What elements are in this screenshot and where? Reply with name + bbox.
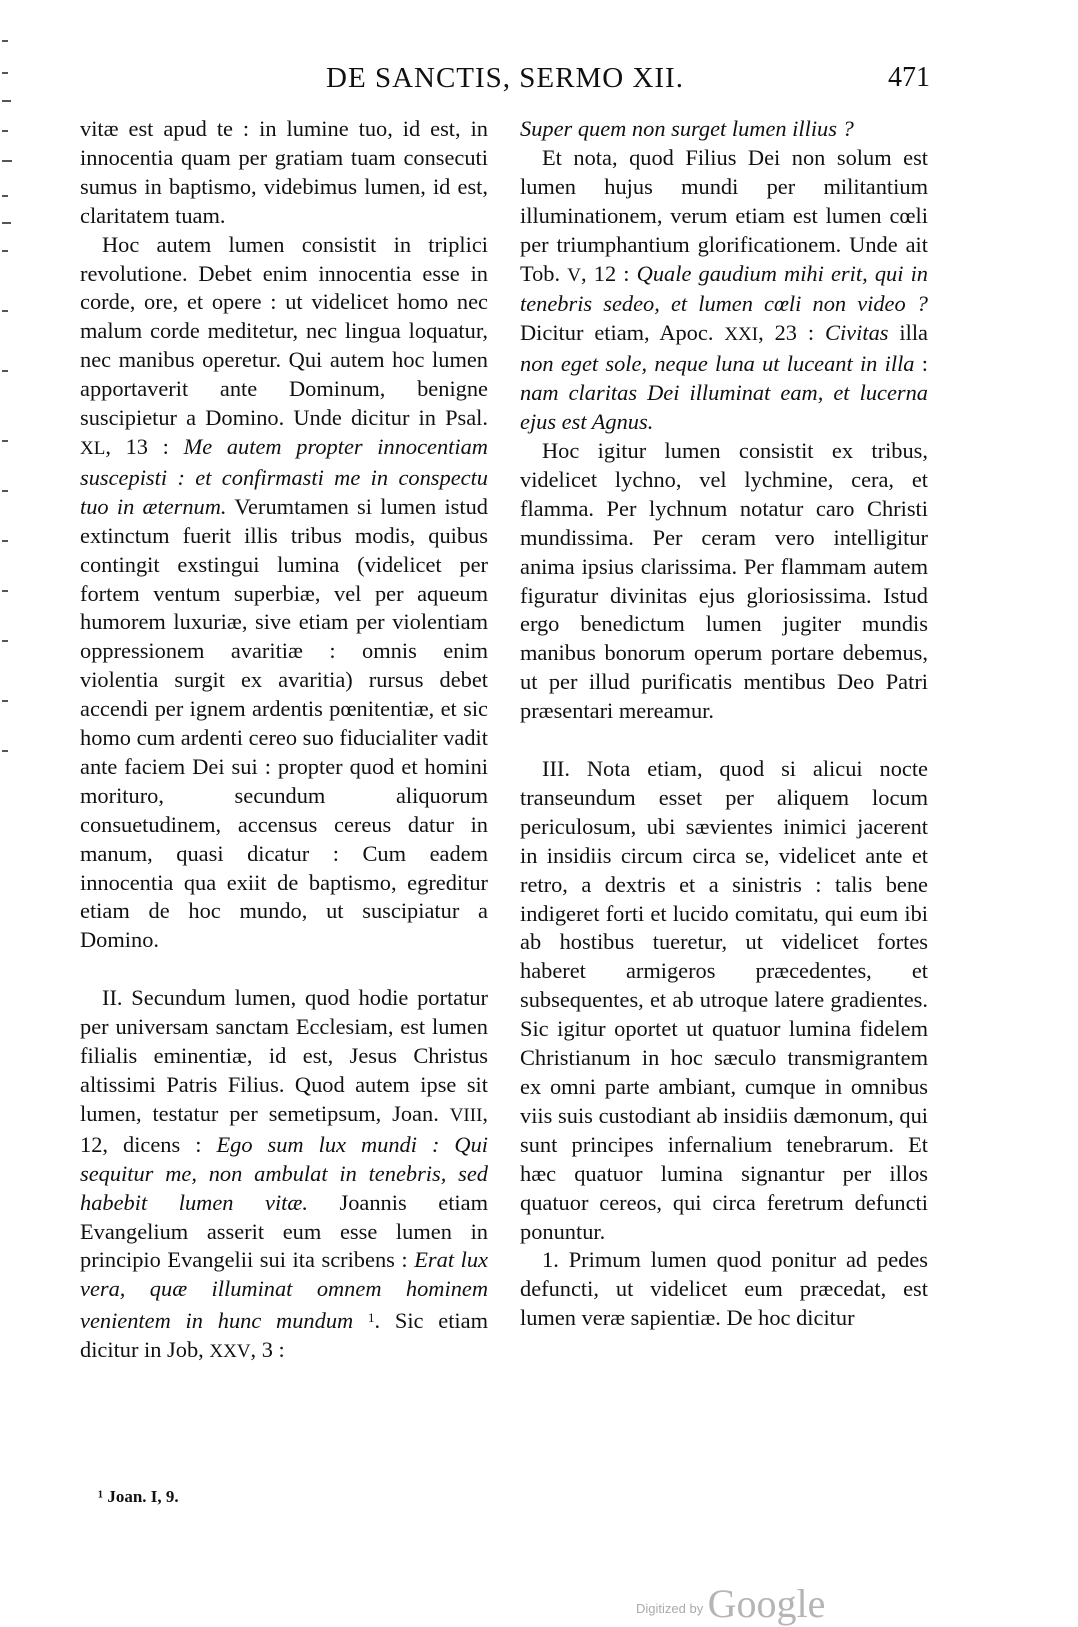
paragraph: Super quem non surget lumen illius ? xyxy=(520,116,854,141)
watermark-prefix: Digitized by xyxy=(636,1601,704,1616)
paragraph: vitæ est apud te : in lumine tuo, id est, in innocentia quam per gratiam tuam consecuti sumus in baptismo, videbimus lumen, id est, claritatem tuam. xyxy=(80,116,488,228)
page-header xyxy=(80,62,930,102)
footnote-marker: 1 xyxy=(367,1310,375,1326)
paragraph-section-ii: II. Secundum lumen, quod hodie portatur per universam sanctam Ecclesiam, est lumen filialis eminentiæ, id est, Jesus Christus altissimi Patris Filius. Quod autem ipse sit lumen, testatur per semetipsum, Joan. VIII, 12, dicens : Ego sum lux mundi : Qui sequitur me, non ambulat in tenebris, sed habebit lumen vitæ. Joannis etiam Evangelium asserit eum esse lumen in principio Evangelii sui ita scribens : Erat lux vera, quæ illuminat omnem hominem venientem in hunc mundum $^1$. Sic etiam dicitur in Job, XXV, 3 : xyxy=(80,985,489,1363)
paragraph: 1. Primum lumen quod ponitur ad pedes defuncti, ut videlicet eum præcedat, est lumen veræ sapientiæ. De hoc dicitur xyxy=(520,1247,928,1331)
paragraph-section-iii: III. Nota etiam, quod si alicui nocte transeundum esset per aliquem locum periculosum, ubi sævientes inimici jacerent in insidiis circum circa se, videlicet ante et retro, a dextris et a sinistris : talis bene indigeret forti et lucido comitatu, qui eum ibi ab hostibus tueretur, ut videlicet fortes haberet armigeros præcedentes, et subsequentes, et ab utroque latere gradientes. Sic igitur oportet ut quatuor lumina fidelem Christianum in hoc sæculo transmigrantem ex omni parte ambiant, cumque in omnibus viis suis custodiant ab insidiis dæmonum, qui sunt principes infernalium tenebrarum. Et hæc quatuor lumina signantur per illos quatuor cereos, qui circa feretrum defuncti ponuntur. xyxy=(520,756,928,1244)
right-column xyxy=(520,115,928,1333)
paragraph: Et nota, quod Filius Dei non solum est lumen hujus mundi per militantium illuminationem, verum etiam est lumen cœli per triumphantium glorificationem. Unde ait Tob. V, 12 : Quale gaudium mihi erit, qui in tenebris sedeo, et lumen cœli non video ? Dicitur etiam, Apoc. XXI, 23 : Civitas illa non eget sole, neque luna ut luceant in illa : nam claritas Dei illuminat eam, et lucerna ejus est Agnus. xyxy=(520,144,928,435)
footnote: ¹ Joan. I, 9. xyxy=(98,1487,179,1506)
paragraph: Hoc autem lumen consistit in triplici revolutione. Debet enim innocentia esse in corde, ore, et opere : ut videlicet homo nec malum corde meditetur, nec lingua loquatur, nec manibus operetur. Qui autem hoc lumen apportaverit ante Dominum, benigne suscipietur a Domino. Unde dicitur in Psal. XL, 13 : Me autem propter innocentiam suscepisti : et confirmasti me in conspectu tuo in æternum. Verumtamen si lumen istud extinctum fuerit illis tribus modis, quibus contingit exstingui lumina (videlicet per fortem ventum superbiæ, vel per aqueum humorem luxuriæ, sive etiam per violentiam oppressionem avaritiæ : omnis enim violentia surgit ex avaritia) rursus debet accendi per ignem ardentis pœnitentiæ, et sic homo cum ardenti cereo suo fiducialiter vadit ante faciem Dei sui : propter quod et homini morituro, secundum aliquorum consuetudinem, accensus cereus datur in manum, quasi dicatur : Cum eadem innocentia qua exiit de baptismo, egreditur etiam de hoc mundo, ut suscipiatur a Domino. xyxy=(80,231,488,953)
left-column xyxy=(80,115,488,1367)
scan-edge-marks xyxy=(0,10,14,770)
page-number: 471 xyxy=(888,62,930,93)
paragraph: Hoc igitur lumen consistit ex tribus, videlicet lychno, vel lychmine, cera, et flamma. Per lychnum notatur caro Christi mundissima. Per ceram vero intelligitur anima ipsius clarissima. Per flammam autem figuratur divinitas ejus gloriosissima. Istud ergo benedictum lumen jugiter mundis manibus bonorum operum portare debemus, ut per illud purificatis mentibus Deo Patri præsentari mereamur. xyxy=(520,437,928,724)
digitized-watermark xyxy=(636,1580,825,1627)
google-logo: Google xyxy=(707,1581,826,1626)
running-title: DE SANCTIS, SERMO XII. xyxy=(326,62,684,94)
